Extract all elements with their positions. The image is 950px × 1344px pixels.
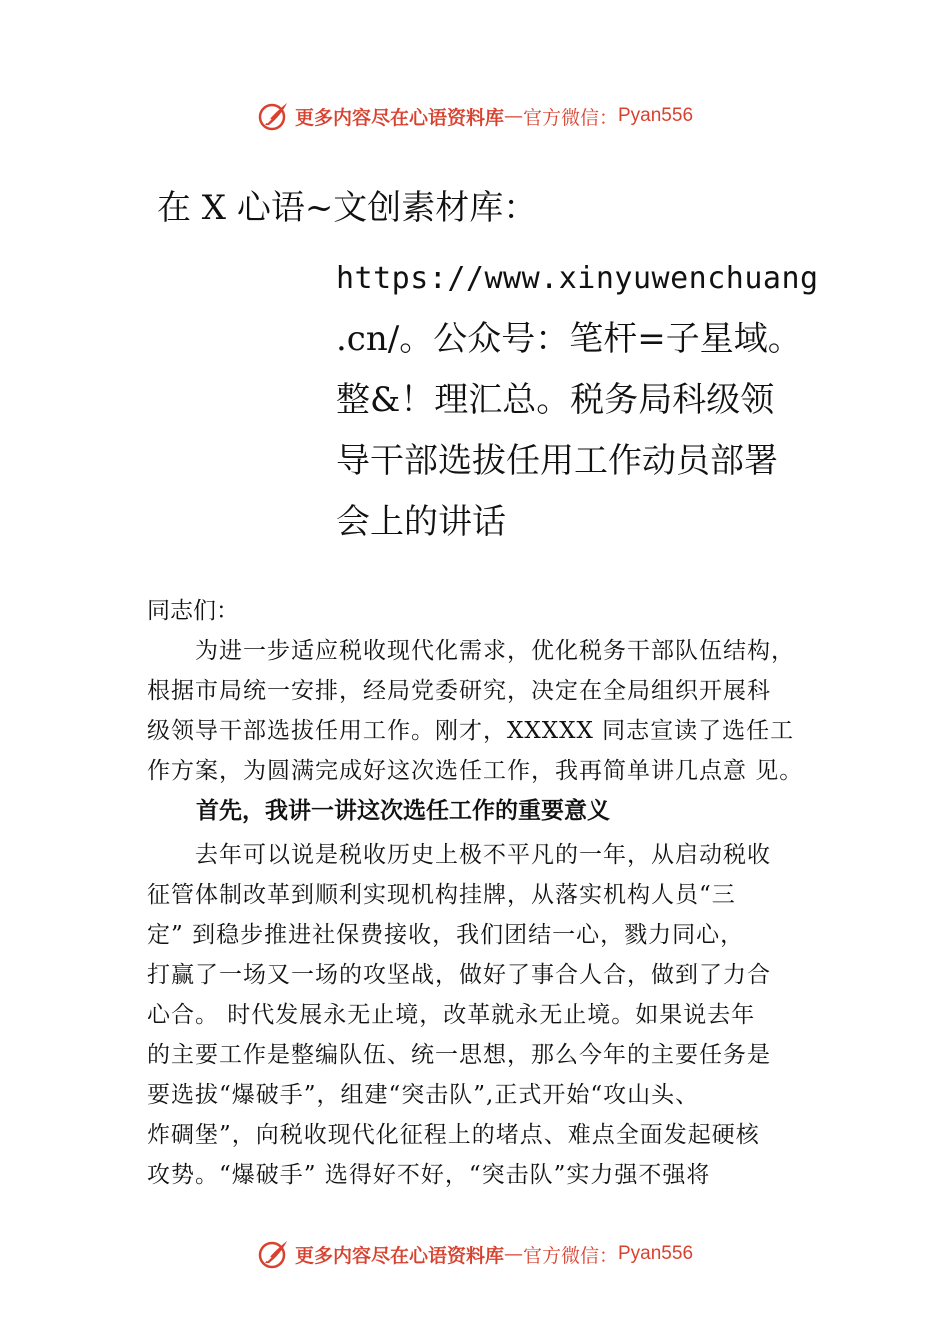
paragraph-line: 心合。 时代发展永无止境，改革就永无止境。如果说去年 [147,1002,756,1028]
paragraph-line: 攻势。“爆破手” 选得好不好，“突击队”实力强不强将 [147,1162,711,1188]
greeting: 同志们： [147,598,239,624]
paragraph-line: 炸碉堡”，向税收现代化征程上的堵点、难点全面发起硬核 [147,1122,760,1148]
title-line: 导干部选拔任用工作动员部署 [336,441,778,481]
title-line: 整&！理汇总。税务局科级领 [336,380,775,420]
banner-brand-text: 更多内容尽在心语资料库 [294,106,504,129]
pen-quill-logo-icon [257,99,291,133]
banner-brand-text: 更多内容尽在心语资料库 [294,1244,504,1267]
paragraph-line: 的主要工作是整编队伍、统一思想，那么今年的主要任务是 [147,1042,771,1068]
banner-wechat-id: Pyan556 [618,105,694,126]
title-url-line: https://www.xinyuwenchuang [336,261,819,296]
paragraph-line: 征管体制改革到顺利实现机构挂牌，从落实机构人员“三 [147,882,736,908]
banner-separator: — [503,105,523,127]
paragraph-line: 为进一步适应税收现代化需求，优化税务干部队伍结构， [147,638,795,664]
paragraph-line: 根据市局统一安排，经局党委研究，决定在全局组织开展科 [147,678,771,704]
banner-wechat-id: Pyan556 [618,1243,694,1264]
title-block [336,248,819,553]
paragraph-line: 级领导干部选拔任用工作。刚才，XXXXX 同志宣读了选任工 [147,718,795,744]
title-line: 会上的讲话 [336,502,506,542]
pen-quill-logo-icon [257,1237,291,1271]
paragraph-line: 去年可以说是税收历史上极不平凡的一年，从启动税收 [147,842,771,868]
footer-banner [0,1234,950,1274]
title-line: .cn/。公众号：笔杆=子星域。 [336,319,802,359]
title-line-1: 在 X 心语~文创素材库： [157,188,538,228]
section-heading: 首先，我讲一讲这次选任工作的重要意义 [196,798,610,824]
paragraph-line: 要选拔“爆破手”，组建“突击队”,正式开始“攻山头、 [147,1082,700,1108]
paragraph-line: 打赢了一场又一场的攻坚战，做好了事合人合，做到了力合 [147,962,771,988]
paragraph-line: 定” 到稳步推进社保费接收，我们团结一心，戮力同心， [147,922,745,948]
banner-wechat-label: 官方微信： [522,1244,618,1267]
banner-wechat-label: 官方微信： [522,106,618,129]
header-banner [0,96,950,136]
paragraph-line: 作方案，为圆满完成好这次选任工作，我再简单讲几点意 见。 [147,758,804,784]
banner-separator: — [503,1243,523,1265]
